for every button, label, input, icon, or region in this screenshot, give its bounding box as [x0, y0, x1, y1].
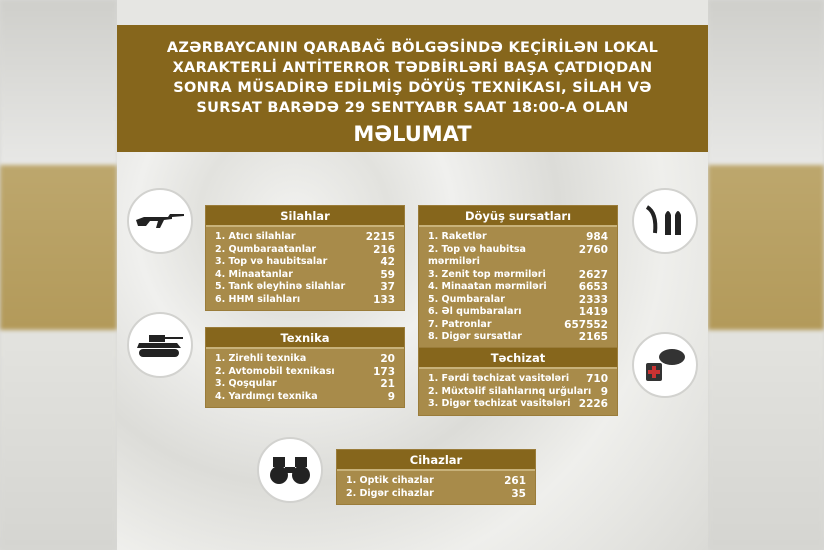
row-label: 5. Tank əleyhinə silahlar	[215, 281, 346, 292]
row-label: 2. Digər cihazlar	[346, 487, 434, 499]
background-right	[708, 0, 824, 550]
row-value: 9	[387, 390, 395, 403]
table-row	[428, 386, 608, 399]
row-value: 261	[504, 475, 526, 487]
row-value: 2226	[578, 398, 608, 410]
table-title: Cihazlar	[337, 450, 535, 471]
table-row	[215, 269, 395, 282]
cihazlar-table	[336, 449, 536, 505]
row-label: 4. Minaatanlar	[215, 268, 293, 280]
table-row	[428, 319, 608, 332]
row-value: 1419	[578, 306, 608, 318]
row-value: 173	[373, 365, 395, 378]
row-label: 1. Zirehli texnika	[215, 353, 307, 364]
row-value: 37	[380, 281, 395, 293]
row-value: 21	[380, 378, 395, 390]
equipment-icon	[632, 332, 698, 398]
row-label: 2. Avtomobil texnikası	[215, 365, 335, 377]
row-label: 3. Zenit top mərmiləri	[428, 268, 546, 280]
background-left	[0, 0, 117, 550]
header-line: XARAKTERLİ ANTİTERROR TƏDBİRLƏRİ BAŞA ÇATDIQDAN	[172, 60, 653, 76]
table-row	[428, 331, 608, 344]
row-value: 2165	[578, 331, 608, 343]
row-label: 2. Top və haubitsa mərmiləri	[428, 243, 526, 267]
silahlar-table	[205, 205, 405, 311]
table-row	[215, 353, 395, 366]
row-value: 984	[586, 231, 608, 243]
row-value: 2627	[578, 268, 608, 281]
table-row	[215, 294, 395, 307]
ammunition-icon	[632, 188, 698, 254]
table-row	[428, 269, 608, 282]
header-line: AZƏRBAYCANIN QARABAĞ BÖLGƏSİNDƏ KEÇİRİLƏN LOKAL	[166, 40, 659, 56]
table-title: Texnika	[206, 328, 404, 349]
header-title: MƏLUMAT	[353, 122, 472, 146]
row-label: 2. Müxtəlif silahlarınq urğuları	[428, 385, 592, 397]
table-row	[346, 488, 526, 501]
row-label: 6. HHM silahları	[215, 293, 301, 305]
infographic	[117, 0, 708, 550]
table-row	[215, 231, 395, 244]
row-label: 1. Atıcı silahlar	[215, 231, 296, 242]
table-row	[428, 244, 608, 269]
table-title: Döyüş sursatları	[419, 206, 617, 227]
row-label: 4. Yardımçı texnika	[215, 390, 318, 402]
row-value: 657552	[564, 318, 608, 331]
row-label: 5. Qumbaralar	[428, 293, 505, 305]
row-label: 1. Optik cihazlar	[346, 475, 434, 486]
texnika-table	[205, 327, 405, 408]
row-value: 2760	[578, 243, 608, 256]
header-line: SURSAT BARƏDƏ 29 SENTYABR SAAT 18:00-A OLAN	[196, 100, 629, 116]
doyus-sursatlari-table	[418, 205, 618, 349]
table-row	[215, 391, 395, 404]
table-row	[428, 398, 608, 411]
row-label: 4. Minaatan mərmiləri	[428, 281, 547, 292]
tank-icon	[127, 312, 193, 378]
row-value: 9	[600, 385, 608, 398]
table-title: Təchizat	[419, 348, 617, 369]
rifle-icon	[127, 188, 193, 254]
table-row	[215, 281, 395, 294]
row-value: 59	[380, 268, 395, 281]
table-row	[428, 231, 608, 244]
row-value: 20	[380, 353, 395, 365]
row-label: 1. Fərdi təchizat vasitələri	[428, 373, 570, 384]
table-row	[346, 475, 526, 488]
row-label: 8. Digər sursatlar	[428, 331, 522, 342]
table-row	[428, 306, 608, 319]
table-row	[215, 366, 395, 379]
row-value: 710	[586, 373, 608, 385]
table-row	[215, 378, 395, 391]
techizat-table	[418, 347, 618, 416]
table-row	[428, 373, 608, 386]
row-value: 35	[511, 487, 526, 500]
row-label: 7. Patronlar	[428, 318, 492, 330]
row-label: 3. Digər təchizat vasitələri	[428, 398, 571, 409]
row-value: 2333	[578, 293, 608, 306]
row-label: 3. Top və haubitsalar	[215, 256, 328, 267]
binoculars-icon	[257, 437, 323, 503]
row-value: 2215	[365, 231, 395, 243]
row-value: 6653	[578, 281, 608, 293]
row-value: 42	[380, 256, 395, 268]
row-value: 216	[373, 243, 395, 256]
top-strip	[117, 0, 708, 25]
row-label: 3. Qoşqular	[215, 378, 277, 389]
header-line: SONRA MÜSADİRƏ EDİLMİŞ DÖYÜŞ TEXNİKASI, SİLAH VƏ	[173, 80, 652, 96]
row-label: 2. Qumbaraatanlar	[215, 243, 317, 255]
header	[117, 25, 708, 152]
table-row	[215, 256, 395, 269]
row-value: 133	[373, 293, 395, 306]
table-row	[428, 294, 608, 307]
table-row	[215, 244, 395, 257]
row-label: 1. Raketlər	[428, 231, 487, 242]
table-row	[428, 281, 608, 294]
table-title: Silahlar	[206, 206, 404, 227]
row-label: 6. Əl qumbaraları	[428, 306, 522, 317]
